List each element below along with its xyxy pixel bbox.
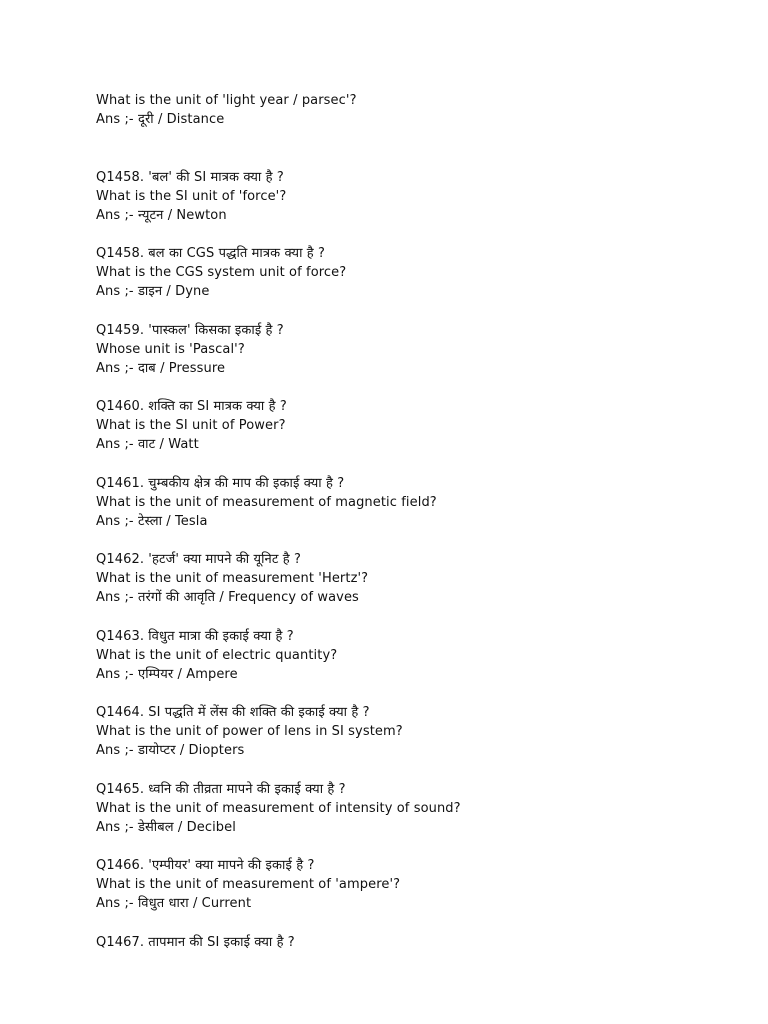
question-hindi: Q1459. 'पास्कल' किसका इकाई है ? <box>96 322 284 338</box>
question-hindi: Q1464. SI पद्धति में लेंस की शक्ति की इकाई क्या है ? <box>96 705 370 720</box>
question-english: What is the unit of measurement 'Hertz'? <box>96 571 369 586</box>
question-hindi: Q1458. बल का CGS पद्धति मात्रक क्या है ? <box>96 246 326 261</box>
question-english: Whose unit is 'Pascal'? <box>96 341 245 357</box>
question-english: What is the unit of electric quantity? <box>96 647 338 663</box>
answer-line: Ans ;- दाब / Pressure <box>96 360 226 376</box>
question-hindi: Q1463. विधुत मात्रा की इकाई क्या है ? <box>96 628 294 644</box>
answer-line: Ans ;- डाइन / Dyne <box>96 284 210 299</box>
question-english: What is the unit of power of lens in SI system? <box>96 724 403 739</box>
qa-entry <box>96 244 716 321</box>
question-english: What is the unit of measurement of intensity of sound? <box>96 800 461 816</box>
answer-line: Ans ;- एम्पियर / Ampere <box>96 666 238 682</box>
question-hindi: Q1458. 'बल' की SI मात्रक क्या है ? <box>96 169 284 185</box>
question-hindi: Q1467. तापमान की SI इकाई क्या है ? <box>96 934 295 950</box>
question-hindi: Q1462. 'हटर्ज' क्या मापने की यूनिट है ? <box>96 552 301 567</box>
answer-line: Ans ;- तरंगों की आवृति / Frequency of waves <box>96 590 359 605</box>
qa-entry <box>96 321 716 398</box>
answer-line: Ans ;- टेस्ला / Tesla <box>96 513 208 529</box>
qa-entry <box>96 856 716 933</box>
question-english: What is the SI unit of Power? <box>96 418 286 433</box>
answer-line: Ans ;- न्यूटन / Newton <box>96 207 227 223</box>
answer-line: Ans ;- डेसीबल / Decibel <box>96 819 236 835</box>
question-hindi: Q1465. ध्वनि की तीव्रता मापने की इकाई क्या है ? <box>96 781 346 797</box>
answer-line: Ans ;- डायोप्टर / Diopters <box>96 743 245 758</box>
qa-entry <box>96 550 716 627</box>
qa-entry <box>96 780 716 857</box>
qa-entry <box>96 474 716 551</box>
question-english: What is the unit of 'light year / parsec'? <box>96 93 357 108</box>
qa-entry <box>96 397 716 474</box>
question-english: What is the unit of measurement of 'ampere'? <box>96 877 401 892</box>
question-hindi: Q1466. 'एम्पीयर' क्या मापने की इकाई है ? <box>96 858 315 873</box>
answer-line: Ans ;- विधुत धारा / Current <box>96 896 252 911</box>
qa-entry <box>96 91 716 168</box>
qa-entry <box>96 627 716 704</box>
question-english: What is the unit of measurement of magnetic field? <box>96 494 437 510</box>
qa-list <box>96 91 716 1009</box>
qa-entry <box>96 703 716 780</box>
question-hindi: Q1461. चुम्बकीय क्षेत्र की माप की इकाई क्या है ? <box>96 475 345 491</box>
qa-entry <box>96 933 716 1010</box>
answer-line: Ans ;- वाट / Watt <box>96 437 199 452</box>
question-english: What is the CGS system unit of force? <box>96 265 347 280</box>
question-hindi: Q1460. शक्ति का SI मात्रक क्या है ? <box>96 399 287 414</box>
qa-entry <box>96 168 716 245</box>
question-english: What is the SI unit of 'force'? <box>96 188 287 204</box>
answer-line: Ans ;- दूरी / Distance <box>96 112 225 127</box>
